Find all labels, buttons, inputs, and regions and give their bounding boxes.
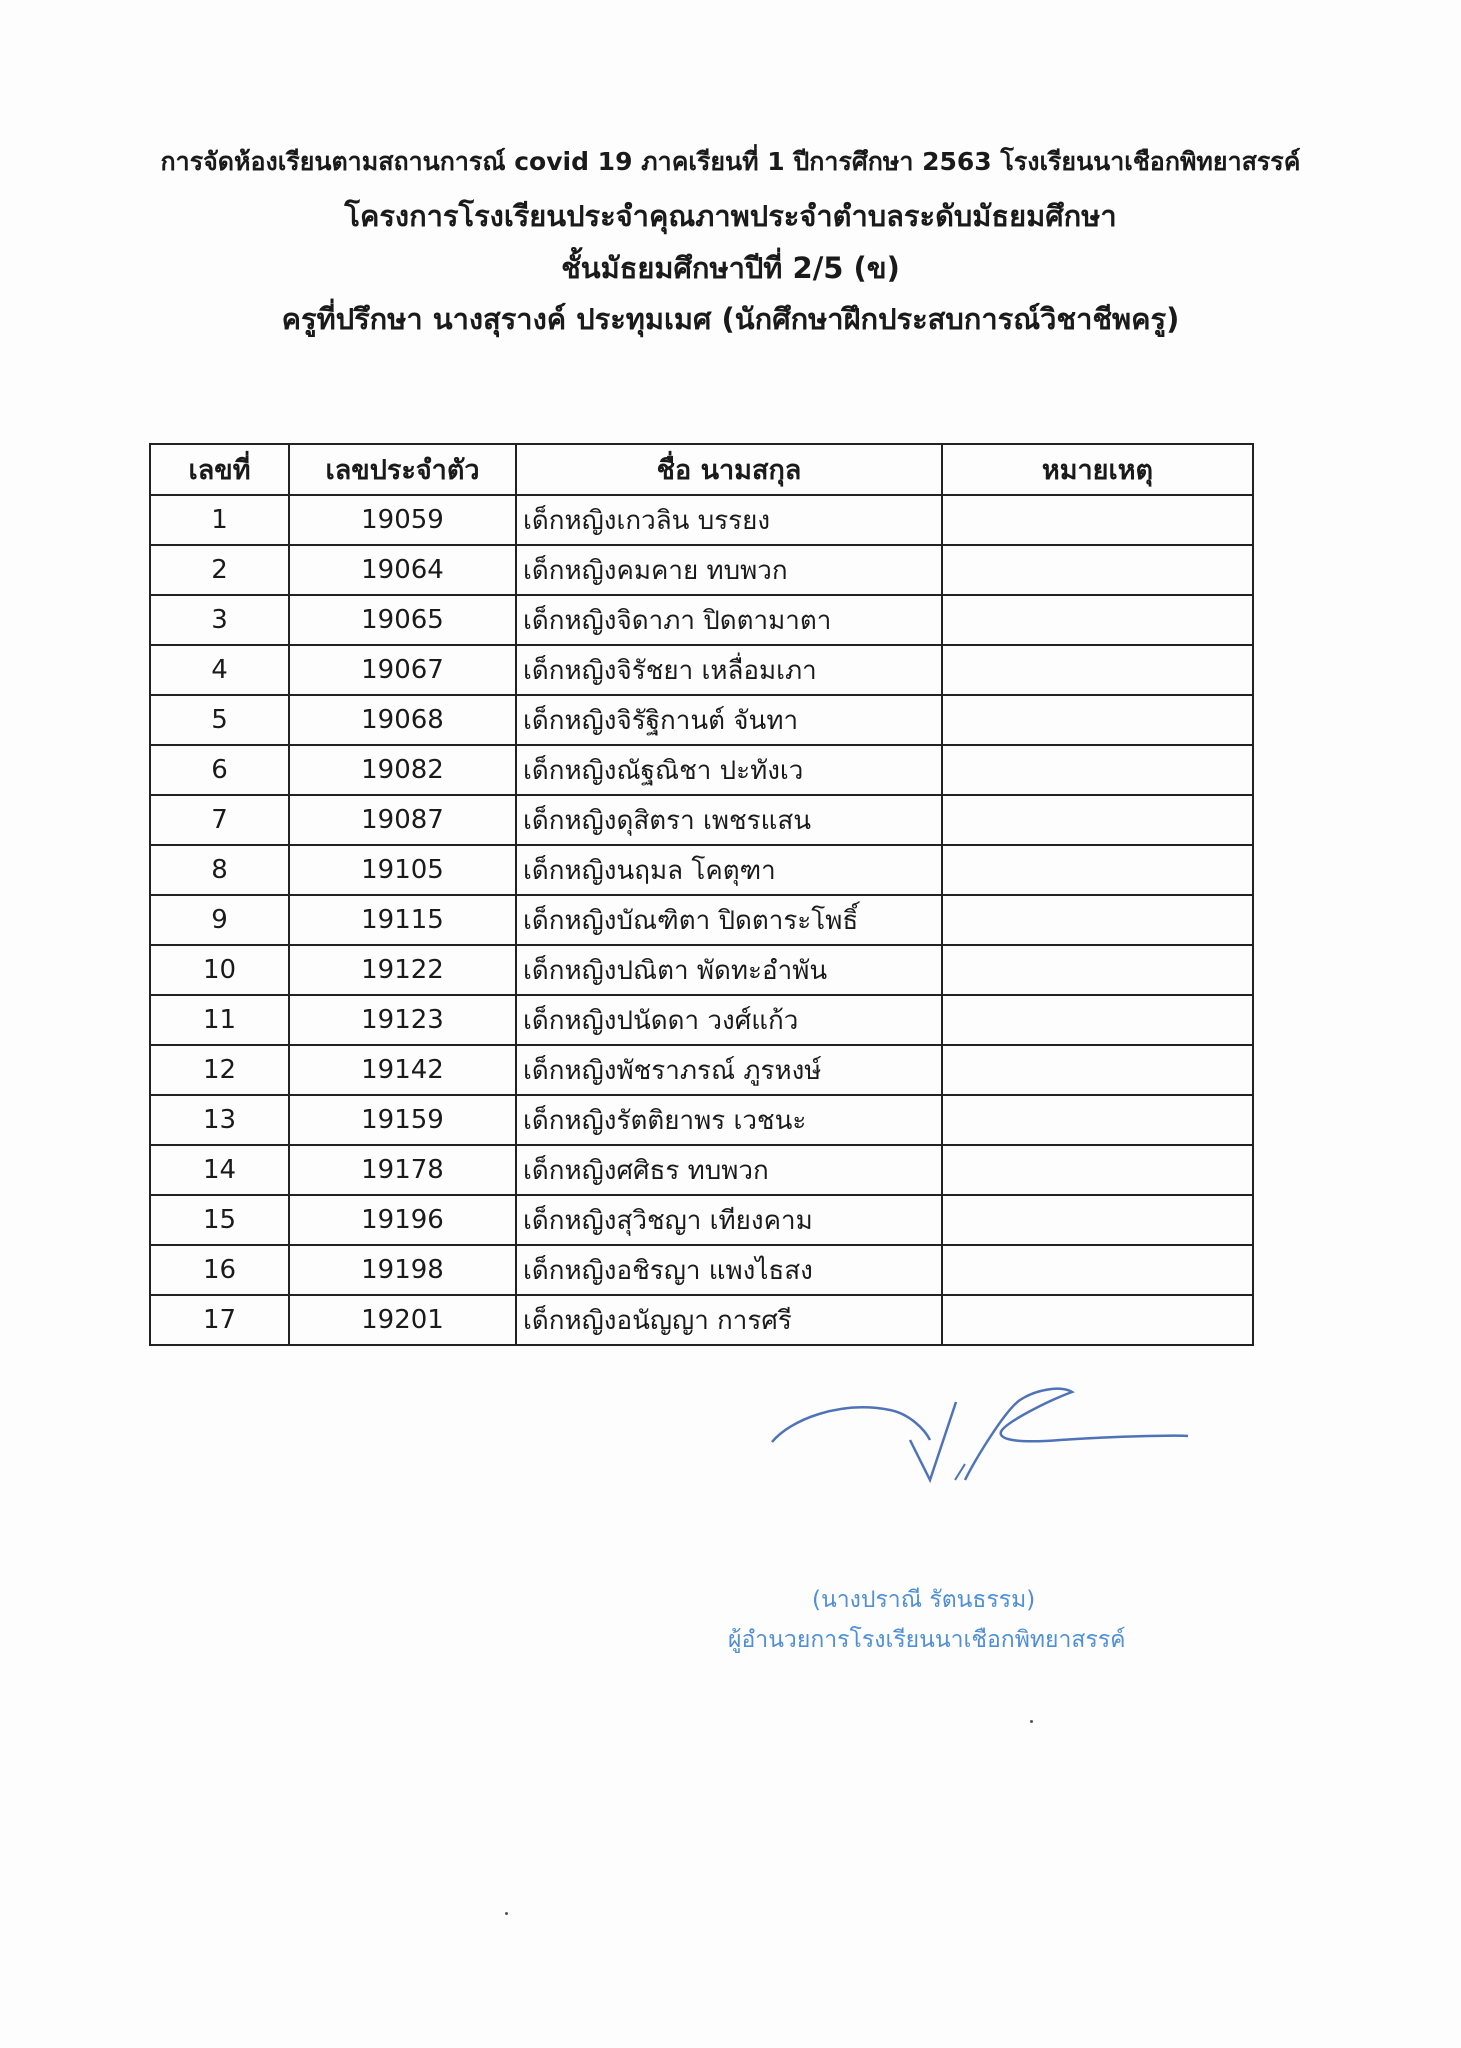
row-number-cell: 2 <box>150 545 289 595</box>
table-row <box>150 645 1253 695</box>
remarks-cell <box>942 495 1253 545</box>
table-row <box>150 1095 1253 1145</box>
scan-speck <box>505 1912 508 1915</box>
student-name-cell: เด็กหญิงจิรัชยา เหลื่อมเภา <box>516 645 942 695</box>
table-row <box>150 495 1253 545</box>
table-row <box>150 545 1253 595</box>
advisor-line: ครูที่ปรึกษา นางสุรางค์ ประทุมเมศ (นักศึกษาฝึกประสบการณ์วิชาชีพครู) <box>281 302 1180 336</box>
student-id-cell: 19105 <box>289 845 516 895</box>
remarks-cell <box>942 545 1253 595</box>
student-id-cell: 19122 <box>289 945 516 995</box>
row-number-cell: 13 <box>150 1095 289 1145</box>
student-id-cell: 19064 <box>289 545 516 595</box>
student-name-cell: เด็กหญิงศศิธร ทบพวก <box>516 1145 942 1195</box>
table-row <box>150 945 1253 995</box>
column-header-full-name: ชื่อ นามสกุล <box>516 444 942 495</box>
row-number-cell: 12 <box>150 1045 289 1095</box>
table-row <box>150 995 1253 1045</box>
row-number-cell: 6 <box>150 745 289 795</box>
student-id-cell: 19159 <box>289 1095 516 1145</box>
row-number-cell: 7 <box>150 795 289 845</box>
student-name-cell: เด็กหญิงดุสิตรา เพชรแสน <box>516 795 942 845</box>
student-name-cell: เด็กหญิงเกวลิน บรรยง <box>516 495 942 545</box>
student-name-cell: เด็กหญิงพัชราภรณ์ ภูรหงษ์ <box>516 1045 942 1095</box>
column-header-remarks: หมายเหตุ <box>942 444 1253 495</box>
student-name-cell: เด็กหญิงบัณฑิตา ปิดตาระโพธิ์ <box>516 895 942 945</box>
row-number-cell: 17 <box>150 1295 289 1345</box>
signature-scribble <box>760 1380 1200 1520</box>
remarks-cell <box>942 945 1253 995</box>
remarks-cell <box>942 1045 1253 1095</box>
student-name-cell: เด็กหญิงจิรัฐิกานต์ จันทา <box>516 695 942 745</box>
student-id-cell: 19142 <box>289 1045 516 1095</box>
remarks-cell <box>942 1145 1253 1195</box>
remarks-cell <box>942 1295 1253 1345</box>
table-header-row <box>150 444 1253 495</box>
remarks-cell <box>942 995 1253 1045</box>
row-number-cell: 16 <box>150 1245 289 1295</box>
row-number-cell: 14 <box>150 1145 289 1195</box>
student-name-cell: เด็กหญิงปนัดดา วงศ์แก้ว <box>516 995 942 1045</box>
remarks-cell <box>942 895 1253 945</box>
student-id-cell: 19178 <box>289 1145 516 1195</box>
remarks-cell <box>942 645 1253 695</box>
row-number-cell: 10 <box>150 945 289 995</box>
remarks-cell <box>942 595 1253 645</box>
student-id-cell: 19059 <box>289 495 516 545</box>
student-name-cell: เด็กหญิงณัฐณิชา ปะทังเว <box>516 745 942 795</box>
student-name-cell: เด็กหญิงปณิตา พัดทะอำพัน <box>516 945 942 995</box>
table-row <box>150 1295 1253 1345</box>
remarks-cell <box>942 1095 1253 1145</box>
student-name-cell: เด็กหญิงคมคาย ทบพวก <box>516 545 942 595</box>
table-row <box>150 595 1253 645</box>
row-number-cell: 5 <box>150 695 289 745</box>
table-row <box>150 1145 1253 1195</box>
project-title: โครงการโรงเรียนประจำคุณภาพประจำตำบลระดับมัธยมศึกษา <box>344 199 1117 233</box>
student-id-cell: 19082 <box>289 745 516 795</box>
column-header-student-id: เลขประจำตัว <box>289 444 516 495</box>
table-row <box>150 1045 1253 1095</box>
row-number-cell: 8 <box>150 845 289 895</box>
student-name-cell: เด็กหญิงสุวิชญา เทียงคาม <box>516 1195 942 1245</box>
student-name-cell: เด็กหญิงนฤมล โคตุฑา <box>516 845 942 895</box>
remarks-cell <box>942 845 1253 895</box>
remarks-cell <box>942 1245 1253 1295</box>
remarks-cell <box>942 695 1253 745</box>
student-id-cell: 19123 <box>289 995 516 1045</box>
student-name-cell: เด็กหญิงจิดาภา ปิดตามาตา <box>516 595 942 645</box>
table-row <box>150 745 1253 795</box>
column-header-number: เลขที่ <box>150 444 289 495</box>
student-id-cell: 19115 <box>289 895 516 945</box>
signatory-title: ผู้อำนวยการโรงเรียนนาเชือกพิทยาสรรค์ <box>728 1627 1126 1653</box>
student-id-cell: 19198 <box>289 1245 516 1295</box>
scan-speck <box>1030 1720 1033 1723</box>
row-number-cell: 15 <box>150 1195 289 1245</box>
student-name-cell: เด็กหญิงอนัญญา การศรี <box>516 1295 942 1345</box>
row-number-cell: 3 <box>150 595 289 645</box>
row-number-cell: 11 <box>150 995 289 1045</box>
table-row <box>150 1195 1253 1245</box>
student-id-cell: 19087 <box>289 795 516 845</box>
student-id-cell: 19065 <box>289 595 516 645</box>
remarks-cell <box>942 1195 1253 1245</box>
table-row <box>150 695 1253 745</box>
student-name-cell: เด็กหญิงรัตติยาพร เวชนะ <box>516 1095 942 1145</box>
table-row <box>150 895 1253 945</box>
document-title: การจัดห้องเรียนตามสถานการณ์ covid 19 ภาคเรียนที่ 1 ปีการศึกษา 2563 โรงเรียนนาเชือกพิทยาสรรค์ <box>160 147 1301 176</box>
table-row <box>150 1245 1253 1295</box>
student-name-cell: เด็กหญิงอชิรญา แพงไธสง <box>516 1245 942 1295</box>
class-title: ชั้นมัธยมศึกษาปีที่ 2/5 (ข) <box>561 251 900 285</box>
remarks-cell <box>942 745 1253 795</box>
student-id-cell: 19068 <box>289 695 516 745</box>
row-number-cell: 9 <box>150 895 289 945</box>
row-number-cell: 1 <box>150 495 289 545</box>
remarks-cell <box>942 795 1253 845</box>
student-id-cell: 19067 <box>289 645 516 695</box>
table-row <box>150 845 1253 895</box>
student-id-cell: 19201 <box>289 1295 516 1345</box>
student-roster-table <box>149 443 1254 1346</box>
row-number-cell: 4 <box>150 645 289 695</box>
signatory-name: (นางปราณี รัตนธรรม) <box>812 1587 1036 1613</box>
student-id-cell: 19196 <box>289 1195 516 1245</box>
table-row <box>150 795 1253 845</box>
